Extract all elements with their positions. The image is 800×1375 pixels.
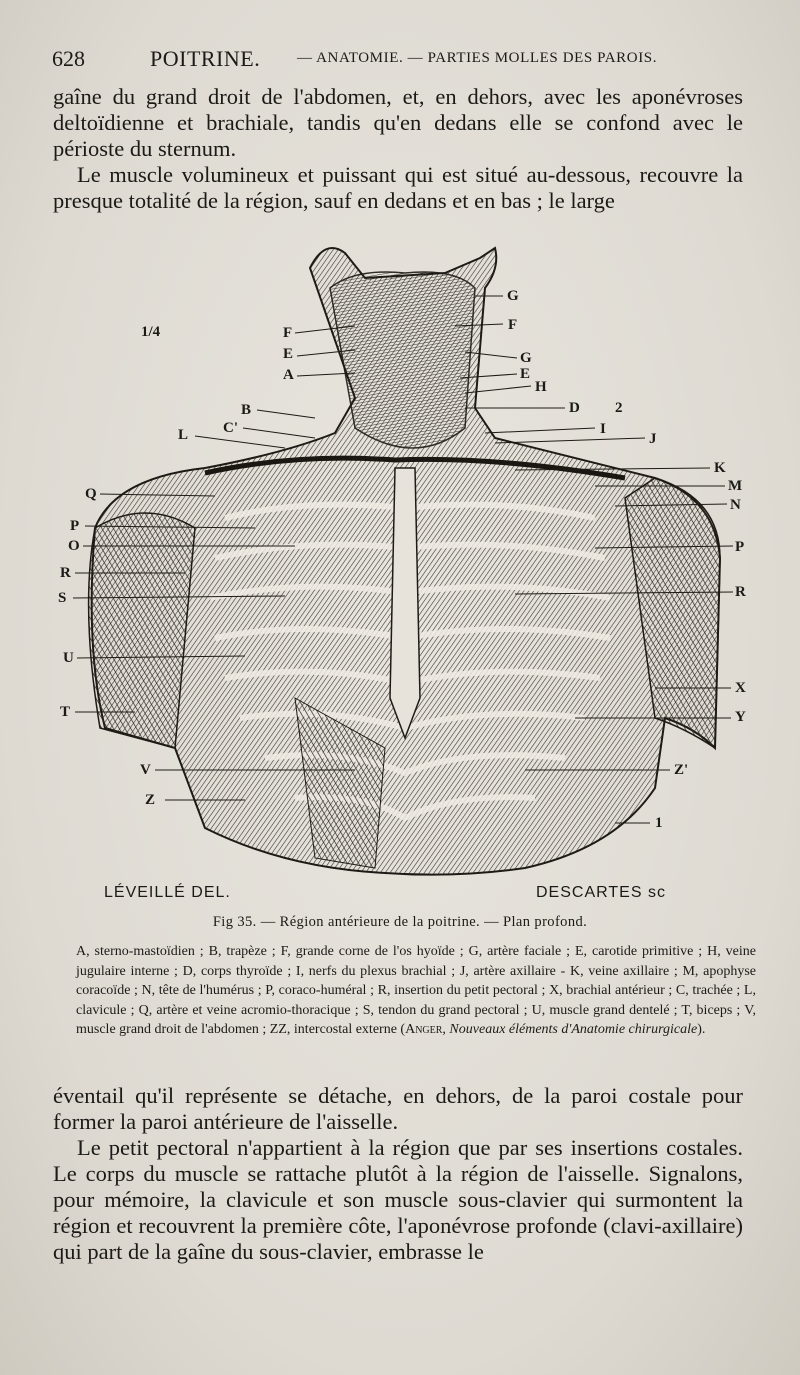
figure-label: G [507,288,519,304]
header-title: POITRINE. [150,46,261,71]
legend-text: A, sterno-mastoïdien ; B, trapèze ; F, grande corne de l'os hyoïde ; G, artère faciale ; E, carotide primitive ; H, veine jugulaire interne ; D, corps thyroïde ; I, nerfs du plexus brachial ; J, artère axillaire - K, veine axillaire ; M, apophyse coracoïde ; N, tête de l'humérus ; P, coraco-huméral ; R, insertion du petit pectoral ; X, brachial antérieur ; C, trachée ; L, clavicule ; Q, artère et veine acromio-thoracique ; S, tendon du grand pectoral ; U, muscle grand dentelé ; T, biceps ; V, muscle grand droit de l'abdomen ; ZZ, intercostal externe ( [76,944,756,1037]
figure-credit-left: LÉVEILLÉ DEL. [104,884,231,901]
figure-label: N [730,497,741,513]
figure-label: 1 [655,815,663,831]
figure-label: Q [85,486,97,502]
figure-label: 2 [615,400,623,416]
figure-label: E [520,366,531,382]
figure-label: X [735,680,746,696]
legend-end: ). [697,1022,706,1037]
figure-label: Z [145,792,156,808]
figure-label: R [60,565,71,581]
figure-label: V [140,762,151,778]
paragraph: gaîne du grand droit de l'abdomen, et, en dehors, avec les aponévroses deltoïdienne et brachiale, tandis qu'en dedans elle se confond avec le périoste du sternum. [53,84,743,161]
legend-work-title: Nouveaux éléments d'Anatomie chirurgicale [449,1022,698,1037]
figure-label: F [508,317,518,333]
figure-label: S [58,590,67,606]
figure-label: Y [735,709,746,725]
figure-label: J [649,431,657,447]
figure-label: A [283,367,294,383]
figure-credit-right: DESCARTES sc [536,884,666,901]
page-number: 628 [52,46,85,71]
figure-label: 1/4 [141,324,161,340]
paragraph: Le muscle volumineux et puissant qui est situé au-dessous, recouvre la presque totalité de la région, sauf en dedans et en bas ; le large [53,162,743,213]
figure-label: F [283,325,293,341]
paragraph: Le petit pectoral n'appartient à la région que par ses insertions costales. Le corps du muscle se rattache plutôt à la région de l'aisselle. Signalons, pour mémoire, la clavicule et son muscle sous-clavier qui surmontent la région et recouvrent la première côte, l'aponévrose profonde (clavi-axillaire) qui part de la gaîne du sous-clavier, embrasse le [53,1135,743,1264]
paragraph: éventail qu'il représente se détache, en dehors, de la paroi costale pour former la paroi antérieure de l'aisselle. [53,1083,743,1134]
figure-label: E [283,346,294,362]
figure-label: T [60,704,71,720]
figure-label: R [735,584,746,600]
figure-label: P [735,539,745,555]
figure-label: C' [223,420,238,436]
bottom-text-block [53,1083,743,1265]
figure-label: M [728,478,743,494]
figure-label: D [569,400,580,416]
figure-label: I [600,421,606,437]
figure-label: O [68,538,80,554]
running-header [52,38,760,74]
figure-label: L [178,427,189,443]
figure-label: P [70,518,80,534]
sternum-shape [390,468,420,738]
figure-label: B [241,402,252,418]
legend-author: Anger, [405,1022,446,1037]
figure-label: Z' [674,762,689,778]
anatomical-figure [55,228,755,908]
figure-label: H [535,379,547,395]
figure-caption: Fig 35. — Région antérieure de la poitrine. — Plan profond. [212,914,588,930]
figure-label: K [714,460,726,476]
header-subtitle: — ANATOMIE. — PARTIES MOLLES DES PAROIS. [297,50,658,66]
figure-label: G [520,350,532,366]
top-text-block [53,84,743,214]
figure-label: U [63,650,74,666]
figure-legend [76,942,756,1040]
